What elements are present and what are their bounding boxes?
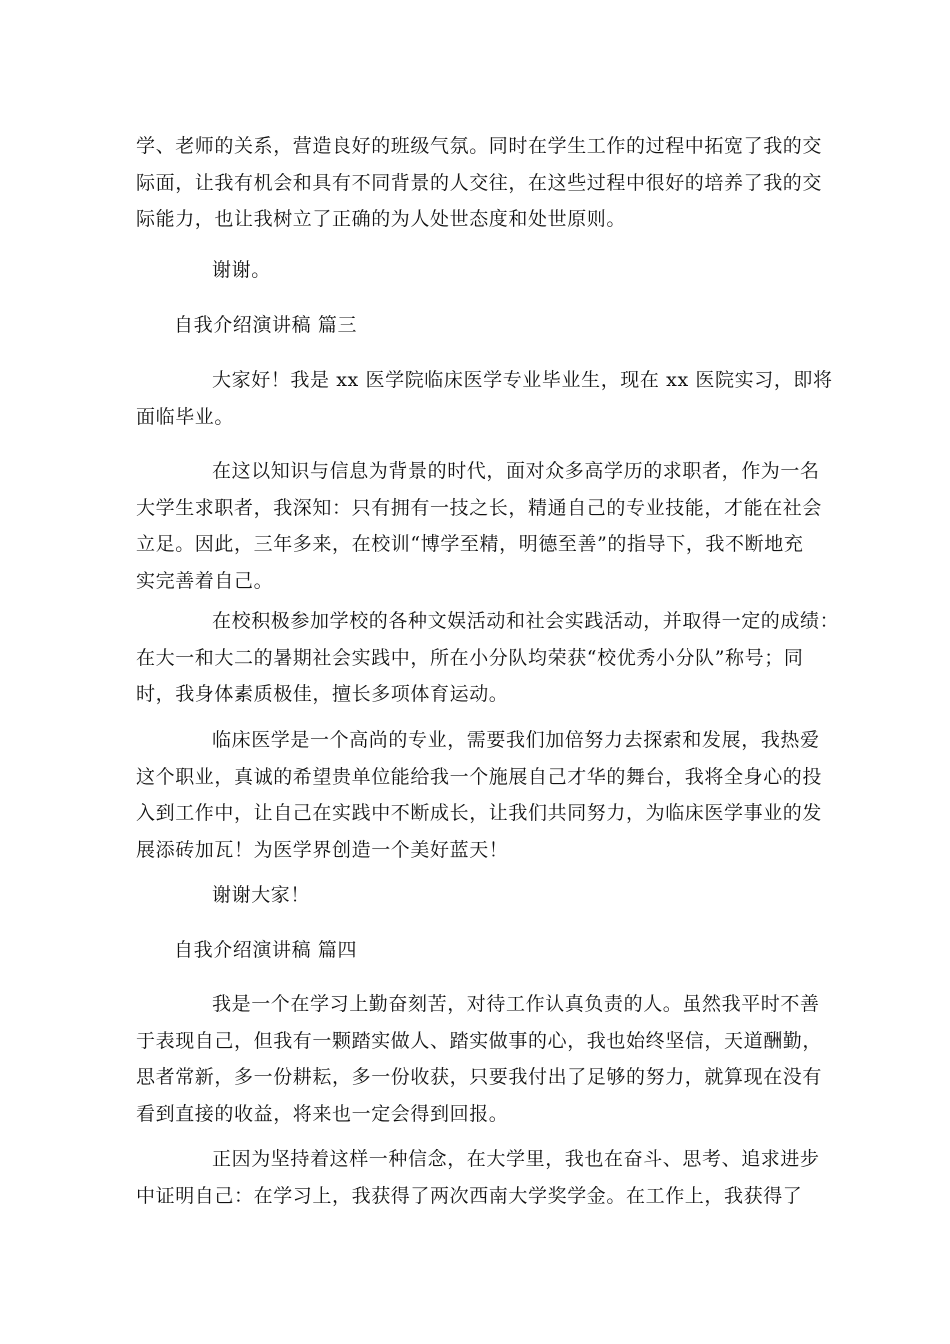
paragraph-4-1 xyxy=(136,986,823,1132)
paragraph-continuation xyxy=(136,128,823,238)
text-line: 中证明自己：在学习上，我获得了两次西南大学奖学金。在工作上，我获得了 xyxy=(136,1184,803,1207)
text-line: 于表现自己，但我有一颗踏实做人、踏实做事的心，我也始终坚信，天道酬勤， xyxy=(136,1029,823,1052)
thanks-line: 谢谢大家！ xyxy=(212,884,311,906)
paragraph-3-3 xyxy=(136,603,840,713)
text-line: 看到直接的收益，将来也一定会得到回报。 xyxy=(136,1102,509,1125)
text-line: 学、老师的关系，营造良好的班级气氛。同时在学生工作的过程中拓宽了我的交 xyxy=(136,135,823,157)
text-line: 这个职业，真诚的希望贵单位能给我一个施展自己才华的舞台，我将全身心的投 xyxy=(136,765,823,788)
text-line: 立足。因此，三年多来，在校训“博学至精，明德至善”的指导下，我不断地充 xyxy=(136,533,804,555)
paragraph-3-4 xyxy=(136,722,823,868)
text-line: 际能力，也让我树立了正确的为人处世态度和处世原则。 xyxy=(136,208,627,230)
text-line: 我是一个在学习上勤奋刻苦，对待工作认真负责的人。虽然我平时不善 xyxy=(212,993,820,1015)
text-line: 入到工作中，让自己在实践中不断成长，让我们共同努力，为临床医学事业的发 xyxy=(136,802,823,824)
text-line: 在校积极参加学校的各种文娱活动和社会实践活动，并取得一定的成绩： xyxy=(212,610,840,632)
text-line: 大学生求职者，我深知：只有拥有一技之长，精通自己的专业技能，才能在社会 xyxy=(136,496,823,519)
text-line: 临床医学是一个高尚的专业，需要我们加倍努力去探索和发展，我热爱 xyxy=(212,729,820,751)
thanks-line: 谢谢。 xyxy=(212,259,271,281)
text-line: 际面，让我有机会和具有不同背景的人交往，在这些过程中很好的培养了我的交 xyxy=(136,171,823,194)
text-line: 在这以知识与信息为背景的时代，面对众多高学历的求职者，作为一名 xyxy=(212,460,820,482)
section-heading-4: 自我介绍演讲稿 篇四 xyxy=(174,939,358,961)
section-heading-3: 自我介绍演讲稿 篇三 xyxy=(174,314,358,336)
text-line: 面临毕业。 xyxy=(136,405,235,428)
text-line: 展添砖加瓦！为医学界创造一个美好蓝天！ xyxy=(136,838,509,861)
text-line: 思者常新，多一份耕耘，多一份收获，只要我付出了足够的努力，就算现在没有 xyxy=(136,1066,823,1088)
paragraph-3-1 xyxy=(136,362,833,435)
text-line: 在大一和大二的暑期社会实践中，所在小分队均荣获“校优秀小分队”称号；同 xyxy=(136,646,804,669)
text-line: 大家好！我是 xx 医学院临床医学专业毕业生，现在 xx 医院实习，即将 xyxy=(212,369,833,391)
text-line: 正因为坚持着这样一种信念，在大学里，我也在奋斗、思考、追求进步 xyxy=(212,1148,820,1170)
text-line: 时，我身体素质极佳，擅长多项体育运动。 xyxy=(136,683,509,705)
paragraph-3-2 xyxy=(136,453,823,599)
paragraph-4-2 xyxy=(136,1141,820,1214)
text-line: 实完善着自己。 xyxy=(136,569,274,592)
